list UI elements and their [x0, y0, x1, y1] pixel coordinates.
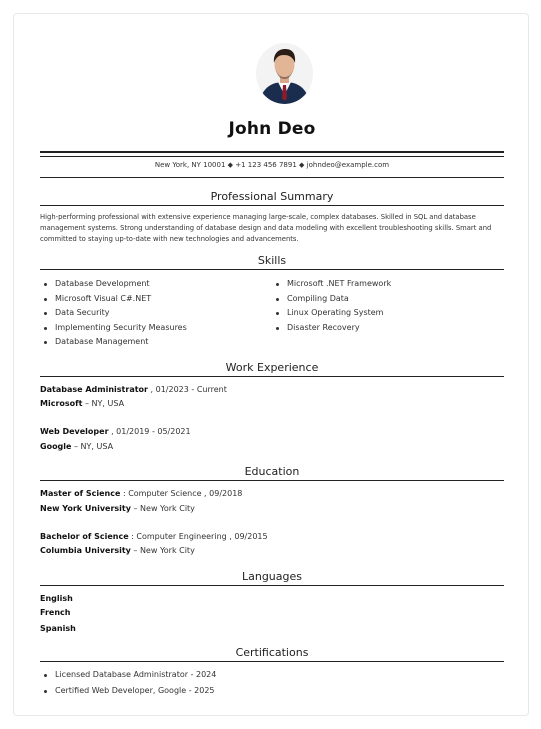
skills-list-left — [40, 278, 187, 351]
section-title-skills: Skills — [257, 254, 287, 267]
header-rule-bottom — [40, 156, 504, 157]
skill-item: Data Security — [40, 307, 187, 322]
profile-photo — [256, 43, 313, 104]
contact-location: New York, NY 10001 — [154, 161, 226, 169]
skill-item: Microsoft .NET Framework — [272, 278, 391, 293]
section-rule-certifications — [40, 661, 504, 662]
skills-list-right — [272, 278, 391, 336]
skill-item: Linux Operating System — [272, 307, 391, 322]
language-item: Spanish — [40, 624, 76, 633]
school-location: – New York City — [130, 504, 195, 513]
section-title-summary: Professional Summary — [210, 190, 334, 203]
skill-item: Compiling Data — [272, 293, 391, 308]
job-title-line — [40, 385, 227, 394]
section-rule-education — [40, 480, 504, 481]
job-title-line — [40, 427, 191, 436]
section-rule-skills — [40, 269, 504, 270]
section-rule-experience — [40, 376, 504, 377]
job-dates: , 01/2023 - Current — [148, 385, 227, 394]
skill-item: Disaster Recovery — [272, 322, 391, 337]
job-dates: , 01/2019 - 05/2021 — [108, 427, 191, 436]
degree-field: : Computer Engineering , 09/2015 — [128, 532, 268, 541]
job-company-line — [40, 399, 124, 408]
skill-item: Implementing Security Measures — [40, 322, 187, 337]
section-rule-summary — [40, 205, 504, 206]
skill-item: Database Development — [40, 278, 187, 293]
job-role: Database Administrator — [40, 385, 148, 394]
skill-item: Microsoft Visual C#.NET — [40, 293, 187, 308]
job-role: Web Developer — [40, 427, 109, 436]
certification-item: Licensed Database Administrator - 2024 — [40, 669, 216, 685]
section-title-languages: Languages — [241, 570, 303, 583]
job-company: Google — [40, 442, 72, 451]
resume-page — [13, 13, 529, 716]
skill-item: Database Management — [40, 336, 187, 351]
degree-line — [40, 532, 268, 541]
section-title-experience: Work Experience — [225, 361, 319, 374]
contact-email: johndeo@example.com — [306, 161, 390, 169]
language-item: English — [40, 594, 73, 603]
contact-divider — [40, 177, 504, 178]
school-name: New York University — [40, 504, 131, 513]
avatar — [256, 43, 313, 104]
certifications-list — [40, 669, 216, 701]
section-title-education: Education — [244, 465, 300, 478]
section-title-certifications: Certifications — [235, 646, 309, 659]
section-rule-languages — [40, 585, 504, 586]
job-company-line — [40, 442, 113, 451]
summary-text: High-performing professional with extensive experience managing large-scale, complex databases. Skilled in SQL and database management systems. Strong understanding of database design and data modeling with excellent troubleshooting skills. Smart and committed to staying up-to-date with new technologies and advancements. — [40, 213, 492, 243]
contact-phone: +1 123 456 7891 — [235, 161, 297, 169]
header-rule-top — [40, 151, 504, 153]
contact-line — [40, 161, 504, 169]
school-name: Columbia University — [40, 546, 131, 555]
school-location: – New York City — [130, 546, 195, 555]
separator-diamond-icon: ◆ — [227, 161, 234, 169]
school-line — [40, 546, 195, 555]
certification-item: Certified Web Developer, Google - 2025 — [40, 685, 216, 701]
degree-name: Bachelor of Science — [40, 532, 129, 541]
degree-field: : Computer Science , 09/2018 — [120, 489, 243, 498]
degree-line — [40, 489, 242, 498]
degree-name: Master of Science — [40, 489, 121, 498]
separator-diamond-icon: ◆ — [299, 161, 305, 169]
language-item: French — [40, 608, 71, 617]
job-company: Microsoft — [40, 399, 83, 408]
job-location: – NY, USA — [71, 442, 114, 451]
school-line — [40, 504, 195, 513]
candidate-name: John Deo — [228, 119, 316, 139]
job-location: – NY, USA — [82, 399, 125, 408]
